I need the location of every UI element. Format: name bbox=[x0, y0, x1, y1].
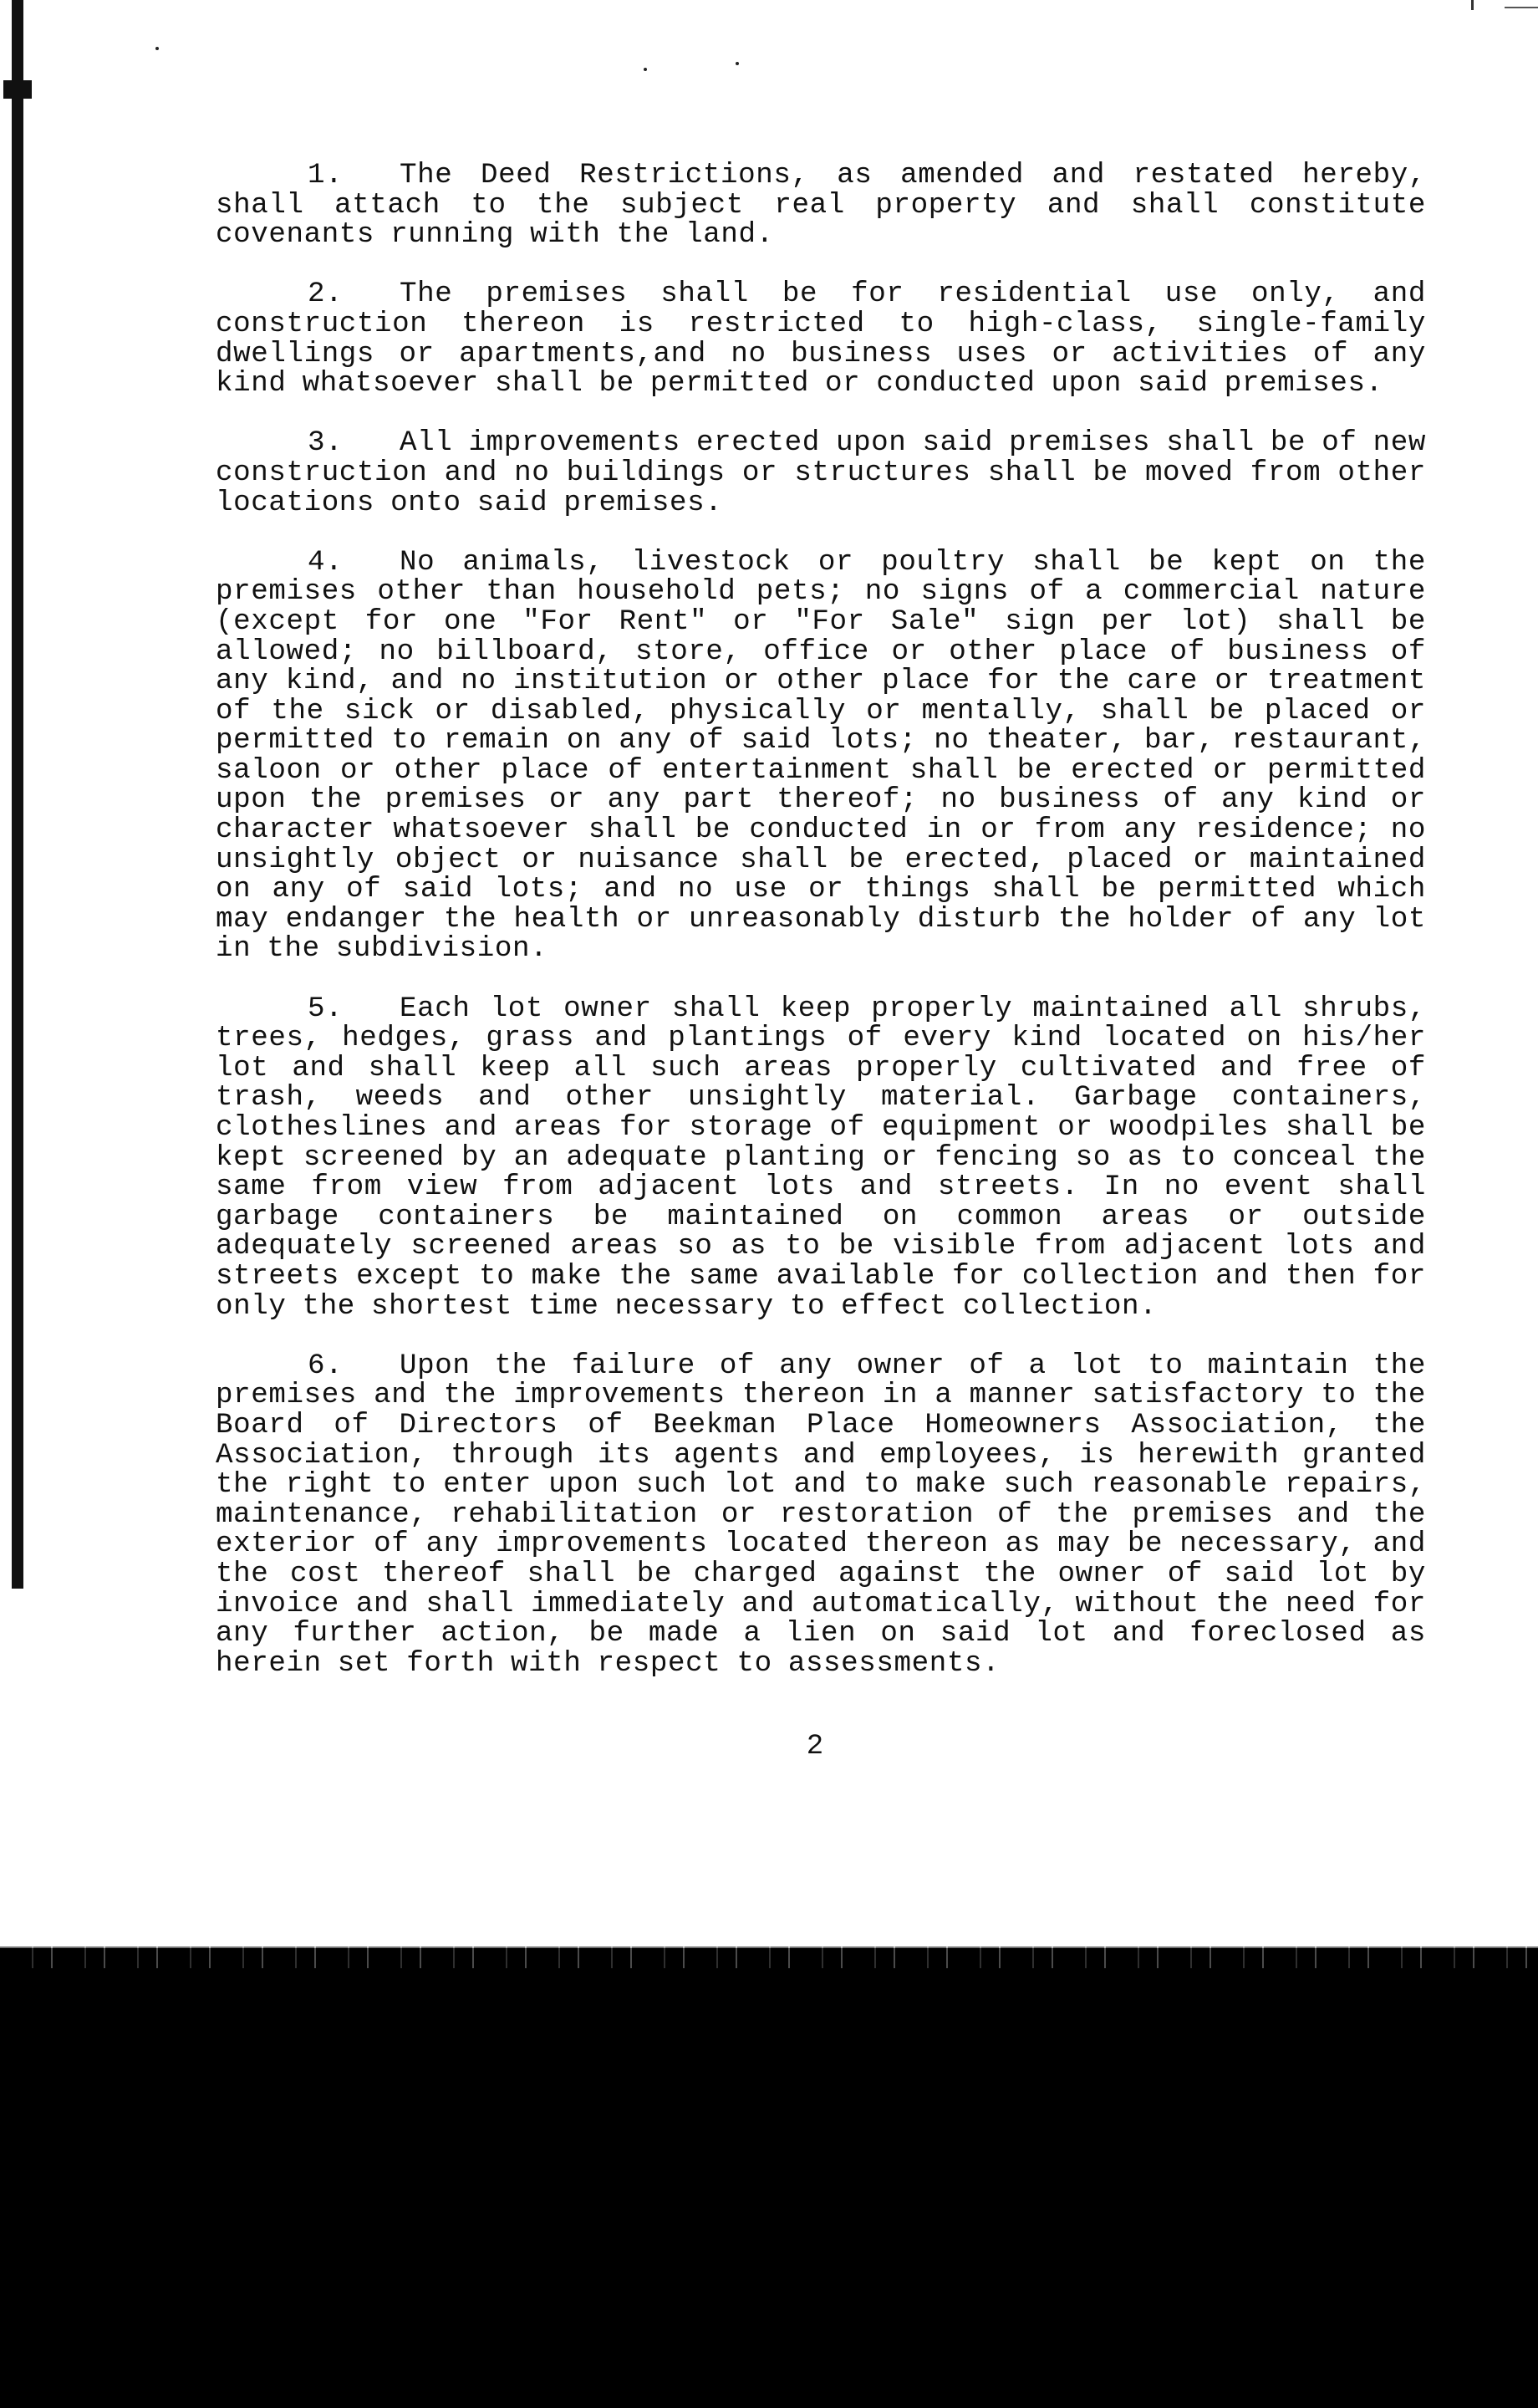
paragraph-3 bbox=[216, 429, 1426, 518]
paragraph-text: Upon the failure of any owner of a lot to maintain the premises and the improvements thereon in a manner satisfactory to the Board of Directors of Beekman Place Homeowners Association, the Association, through its agents and employees, is herewith granted the right to enter upon such lot and to make such reasonable repairs, maintenance, rehabilitation or restoration of the premises and the exterior of any improvements located thereon as may be necessary, and the cost thereof shall be charged against the owner of said lot by invoice and shall immediately and automatically, without the need for any further action, be made a lien on said lot and foreclosed as herein set forth with respect to assessments. bbox=[216, 1349, 1426, 1680]
document-body bbox=[216, 161, 1426, 1709]
paragraph-number: 5. bbox=[308, 992, 344, 1025]
paragraph-text: The Deed Restrictions, as amended and restated hereby, shall attach to the subject real property and shall constitute covenants running with the land. bbox=[216, 160, 1426, 252]
paragraph-number: 1. bbox=[308, 160, 344, 191]
scan-mark bbox=[1471, 0, 1474, 10]
scan-mark bbox=[1505, 7, 1538, 8]
paragraph-number: 3. bbox=[308, 427, 344, 460]
scan-speck bbox=[736, 62, 739, 65]
paragraph-6 bbox=[216, 1349, 1426, 1680]
scan-speck bbox=[644, 68, 647, 71]
paragraph-text: Each lot owner shall keep properly maintained all shrubs, trees, hedges, grass and plantings of every kind located on his/her lot and shall keep all such areas properly cultivated and free of trash, weeds and other unsightly material. Garbage containers, clotheslines and areas for storage of equipment or woodpiles shall be kept screened by an adequate planting or fencing so as to conceal the same from view from adjacent lots and streets. In no event shall garbage containers be maintained on common areas or outside adequately screened areas so as to be visible from adjacent lots and streets except to make the same available for collection and then for only the shortest time necessary to effect collection. bbox=[216, 992, 1426, 1323]
scan-bottom-edge bbox=[0, 1946, 1538, 1968]
paragraph-4 bbox=[216, 548, 1426, 965]
scan-speck bbox=[155, 47, 159, 50]
paragraph-text: All improvements erected upon said premises shall be of new construction and no buildings or structures shall be moved from other locations onto said premises. bbox=[216, 427, 1426, 519]
paragraph-number: 4. bbox=[308, 546, 344, 579]
scan-binding-edge bbox=[12, 0, 23, 1589]
paragraph-text: The premises shall be for residential use only, and construction thereon is restricted to high-class, single-family dwellings or apartments,and no business uses or activities of any kind whatsoever shall be permitted or conducted upon said premises. bbox=[216, 278, 1426, 400]
paragraph-text: No animals, livestock or poultry shall be kept on the premises other than household pets; no signs of a commercial nature (except for one "For Rent" or "For Sale" sign per lot) shall be allowed; no billboard, store, office or other place of business of any kind, and no institution or other place for the care or treatment of the sick or disabled, physically or mentally, shall be placed or permitted to remain on any of said lots; no theater, bar, restaurant, saloon or other place of entertainment shall be erected or permitted upon the premises or any part thereof; no business of any kind or character whatsoever shall be conducted in or from any residence; no unsightly object or nuisance shall be erected, placed or maintained on any of said lots; and no use or things shall be permitted which may endanger the health or unreasonably disturb the holder of any lot in the subdivision. bbox=[216, 546, 1426, 966]
paragraph-1 bbox=[216, 161, 1426, 251]
scan-binding-notch bbox=[3, 80, 32, 99]
paragraph-2 bbox=[216, 280, 1426, 399]
paragraph-number: 2. bbox=[308, 278, 344, 311]
page-number: 2 bbox=[806, 1731, 824, 1763]
paragraph-5 bbox=[216, 992, 1426, 1323]
paragraph-number: 6. bbox=[308, 1349, 344, 1382]
